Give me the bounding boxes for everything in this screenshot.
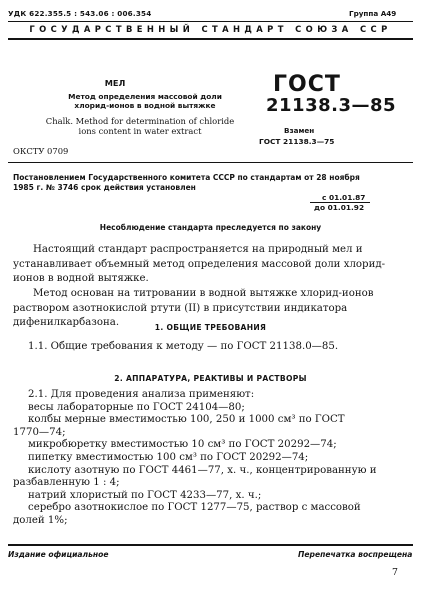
list-item: 2.1. Для проведения анализа применяют: xyxy=(28,389,255,400)
product-name: МЕЛ xyxy=(104,78,126,88)
footer-rule xyxy=(8,544,413,546)
list-item: весы лабораторные по ГОСТ 24104—80; xyxy=(28,401,245,413)
list-item: колбы мерные вместимостью 100, 250 и 1000 см³ по ГОСТ xyxy=(28,414,345,426)
group-code: Группа А49 xyxy=(349,9,397,18)
section-text: 1.1. Общие требования к методу — по ГОСТ 21138.0—85. xyxy=(28,341,339,352)
list-item: кислоту азотную по ГОСТ 4461—77, х. ч., концентрированную и xyxy=(28,464,377,476)
title-en: Chalk. Method for determination of chloride ions content in water extract xyxy=(45,116,235,136)
gost-label: ГОСТ xyxy=(273,72,341,97)
validity-from: с 01.01.87 xyxy=(322,193,366,202)
list-item: 1770—74; xyxy=(13,426,66,438)
decree-text: Постановлением Государственного комитета СССР по стандартам от 28 ноября 1985 г. № 3746 срок действия установлен xyxy=(13,173,360,192)
legal-notice: Несоблюдение стандарта преследуется по закону xyxy=(99,223,322,232)
header-rule xyxy=(8,21,413,22)
okstu-code: ОКСТУ 0709 xyxy=(13,146,69,156)
apparatus-list xyxy=(13,389,408,528)
header-rule-thick xyxy=(8,38,413,40)
edition-label: Издание официальное xyxy=(8,550,109,559)
standard-line: ГОСУДАРСТВЕННЫЙ СТАНДАРТ СОЮЗА ССР xyxy=(29,24,392,34)
udk-code: УДК 622.355.5 : 543.06 : 006.354 xyxy=(8,9,152,18)
validity-to: до 01.01.92 xyxy=(314,203,365,212)
section-rule xyxy=(8,162,413,163)
replace-label: Взамен xyxy=(284,126,315,135)
list-item: разбавленную 1 : 4; xyxy=(13,477,120,489)
intro-paragraph: Настоящий стандарт распространяется на природный мел и устанавливает объемный метод определения массовой доли хлорид-ионов в водной вытяжке. xyxy=(13,244,386,285)
title-ru: Метод определения массовой доли хлорид-ионов в водной вытяжке xyxy=(68,92,222,110)
gost-number: 21138.3—85 xyxy=(266,95,397,116)
replace-value: ГОСТ 21138.3—75 xyxy=(259,137,335,146)
page-number: 7 xyxy=(392,567,398,578)
reprint-notice: Перепечатка воспрещена xyxy=(298,550,413,559)
section-heading: 1. ОБЩИЕ ТРЕБОВАНИЯ xyxy=(154,323,267,332)
intro-paragraph: Метод основан на титровании в водной вытяжке хлорид-ионов раствором азотнокислой ртути (II) в присутствии индикатора дифенилкарбазона. xyxy=(13,288,374,329)
list-item: пипетку вместимостью 100 см³ по ГОСТ 20292—74; xyxy=(28,451,309,463)
list-item: микробюретку вместимостью 10 см³ по ГОСТ 20292—74; xyxy=(28,439,337,451)
list-item: долей 1%; xyxy=(13,514,68,526)
list-item: серебро азотнокислое по ГОСТ 1277—75, раствор с массовой xyxy=(28,502,361,514)
list-item: натрий хлористый по ГОСТ 4233—77, х. ч.; xyxy=(28,489,262,501)
section-heading: 2. АППАРАТУРА, РЕАКТИВЫ И РАСТВОРЫ xyxy=(114,374,307,383)
